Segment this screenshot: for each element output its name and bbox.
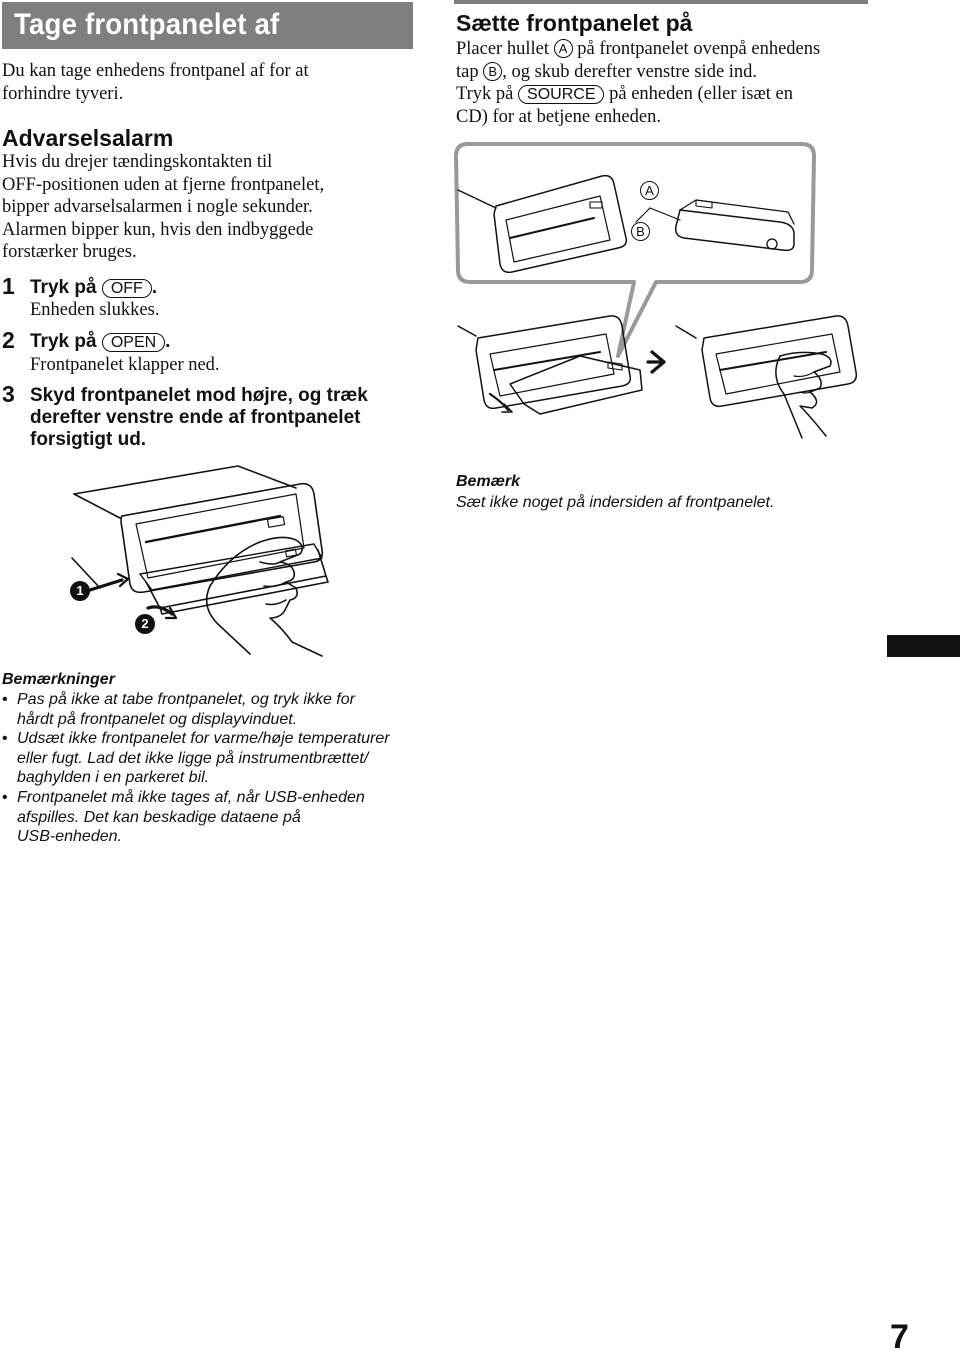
alarm-paragraph — [2, 151, 412, 264]
page-number: 7 — [890, 1318, 909, 1356]
note-item — [2, 788, 422, 847]
step-3-title — [30, 385, 368, 451]
marker-a: A — [554, 39, 573, 58]
step-number: 1 — [2, 273, 15, 299]
note-line: eller fugt. Lad det ikke ligge på instrumentbrættet/ — [17, 749, 369, 767]
step-2-title — [30, 331, 170, 353]
alarm-line: Hvis du drejer tændingskontakten til — [2, 152, 273, 172]
alarm-line: bipper advarselsalarmen i nogle sekunder. — [2, 197, 313, 217]
notes-title: Bemærkninger — [2, 671, 115, 688]
text-span: Tryk på — [456, 84, 514, 104]
note-title: Bemærk — [456, 473, 521, 490]
note-line: baghylden i en parkeret bil. — [17, 769, 210, 787]
step-1-title — [30, 277, 157, 299]
alarm-line: forstærker bruges. — [2, 242, 137, 262]
section-title-bar — [2, 2, 413, 49]
step-suffix: . — [151, 277, 158, 298]
step-suffix: . — [165, 331, 171, 352]
step-1-desc: Enheden slukkes. — [30, 300, 160, 320]
language-tab-marker — [887, 635, 960, 657]
source-button-label: SOURCE — [518, 85, 604, 104]
attach-heading: Sætte frontpanelet på — [456, 10, 693, 36]
note-item — [2, 729, 422, 788]
section-title: Tage frontpanelet af — [14, 8, 280, 41]
notes-list — [2, 690, 422, 847]
callout-1: 1 — [70, 581, 90, 601]
attach-line — [456, 61, 876, 84]
text-span: tap — [456, 61, 479, 82]
text-span: på frontpanelet ovenpå enhedens — [577, 39, 821, 59]
section-top-rule — [454, 0, 868, 4]
note-item — [2, 690, 422, 729]
intro-paragraph — [2, 60, 412, 105]
note-line: • Frontpanelet må ikke tages af, når USB-enheden — [17, 788, 365, 806]
text-span: , og skub derefter venstre side ind. — [502, 61, 758, 82]
step-3-line: forsigtigt ud. — [30, 429, 147, 450]
note-line: USB-enheden. — [17, 828, 122, 846]
alarm-line: OFF-positionen uden at fjerne frontpanelet, — [2, 174, 325, 195]
intro-line: forhindre tyveri. — [2, 83, 124, 104]
callout-2: 2 — [135, 614, 155, 634]
attach-line: CD) for at betjene enheden. — [456, 106, 661, 127]
note-line: • Pas på ikke at tabe frontpanelet, og tryk ikke for — [17, 691, 355, 708]
off-button-label: OFF — [102, 279, 152, 298]
note-line: • Udsæt ikke frontpanelet for varme/høje temperaturer — [17, 730, 390, 748]
unit-top-edge — [74, 466, 296, 494]
step-number: 3 — [2, 381, 15, 407]
alarm-line: Alarmen bipper kun, hvis den indbyggede — [2, 219, 314, 240]
note-line: afspilles. Det kan beskadige dataene på — [17, 808, 301, 826]
note-text: Sæt ikke noget på indersiden af frontpanelet. — [456, 494, 775, 511]
figure-label-b: B — [631, 222, 650, 241]
attach-line — [456, 83, 876, 106]
attach-line — [456, 38, 876, 61]
zoom-callout-frame — [456, 144, 814, 356]
intro-line: Du kan tage enhedens frontpanel af for at — [2, 61, 309, 81]
figure-label-a: A — [640, 181, 659, 200]
marker-b: B — [483, 62, 502, 81]
text-span: på enheden (eller isæt en — [609, 84, 794, 104]
step-3-line: derefter venstre ende af frontpanelet — [30, 407, 361, 428]
note-line: hårdt på frontpanelet og displayvinduet. — [17, 710, 298, 728]
attach-panel-illustration — [450, 140, 870, 440]
alarm-heading: Advarselsalarm — [2, 125, 174, 151]
remove-panel-illustration — [60, 458, 350, 663]
step-prefix: Tryk på — [30, 277, 97, 298]
step-number: 2 — [2, 327, 15, 353]
text-span: Placer hullet — [456, 39, 549, 59]
step-3-line: Skyd frontpanelet mod højre, og træk — [30, 385, 368, 406]
open-button-label: OPEN — [102, 333, 165, 352]
attach-paragraph — [456, 38, 876, 128]
step-2-desc: Frontpanelet klapper ned. — [30, 355, 220, 375]
step-prefix: Tryk på — [30, 331, 97, 352]
